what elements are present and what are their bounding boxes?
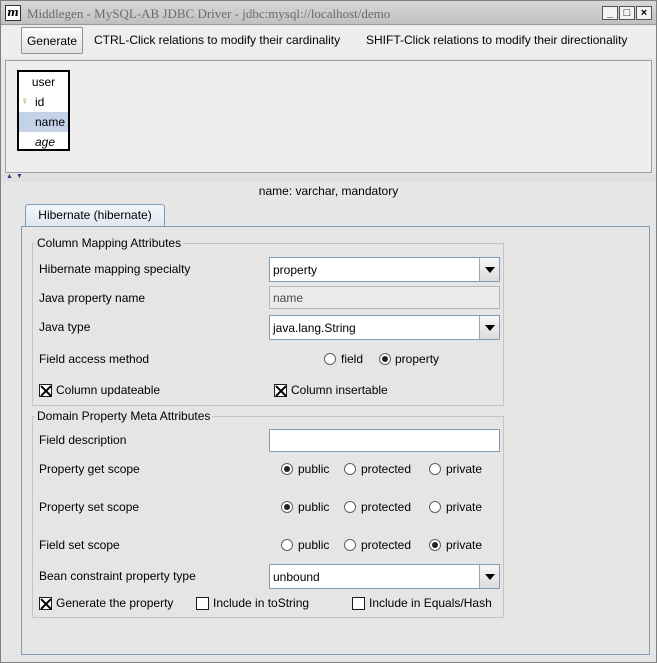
- specialty-label: Hibernate mapping specialty: [39, 262, 191, 276]
- collapse-up-icon[interactable]: ▲: [6, 173, 13, 180]
- get-scope-label: Property get scope: [39, 462, 140, 476]
- column-mapping-title: Column Mapping Attributes: [37, 236, 182, 250]
- field-access-label: Field access method: [39, 352, 150, 366]
- column-insertable-checkbox[interactable]: [274, 384, 287, 397]
- set-scope-private-label[interactable]: private: [446, 500, 483, 514]
- set-scope-public-label[interactable]: public: [298, 500, 330, 514]
- column-row-id[interactable]: [19, 92, 68, 112]
- java-type-value: java.lang.String: [273, 321, 356, 335]
- to-string-label[interactable]: Include in toString: [213, 596, 310, 610]
- java-property-field: [269, 286, 500, 309]
- get-scope-private-radio[interactable]: [429, 463, 441, 475]
- field-description-label: Field description: [39, 433, 127, 447]
- column-name: name: [35, 115, 66, 129]
- field-scope-public-label[interactable]: public: [298, 538, 330, 552]
- table-user[interactable]: [17, 70, 70, 151]
- field-access-property-label[interactable]: property: [395, 352, 440, 366]
- equals-hash-checkbox[interactable]: [352, 597, 365, 610]
- get-scope-protected-label[interactable]: protected: [361, 462, 412, 476]
- field-scope-private-radio[interactable]: [429, 539, 441, 551]
- toolbar: [1, 26, 656, 58]
- column-name: id: [35, 95, 45, 109]
- collapse-down-icon[interactable]: ▼: [16, 173, 23, 180]
- set-scope-protected-radio[interactable]: [344, 501, 356, 513]
- specialty-select[interactable]: [269, 257, 500, 282]
- field-scope-protected-label[interactable]: protected: [361, 538, 412, 552]
- title-bar: [1, 1, 656, 25]
- get-scope-public-radio[interactable]: [281, 463, 293, 475]
- set-scope-public-radio[interactable]: [281, 501, 293, 513]
- chevron-down-icon[interactable]: [479, 565, 499, 588]
- splitter[interactable]: [1, 174, 656, 182]
- generate-button[interactable]: Generate: [21, 27, 83, 54]
- bean-constraint-label: Bean constraint property type: [39, 569, 196, 583]
- set-scope-protected-label[interactable]: protected: [361, 500, 412, 514]
- app-icon: m: [5, 5, 21, 21]
- java-type-select[interactable]: [269, 315, 500, 340]
- column-status: name: varchar, mandatory: [258, 184, 399, 198]
- column-insertable-label[interactable]: Column insertable: [291, 383, 388, 397]
- chevron-down-icon[interactable]: [479, 316, 499, 339]
- primary-key-icon: ♀: [21, 96, 29, 107]
- column-name: age: [35, 135, 56, 149]
- close-button[interactable]: ×: [636, 6, 652, 20]
- set-scope-label: Property set scope: [39, 500, 140, 514]
- java-property-value: name: [273, 291, 304, 305]
- field-scope-private-label[interactable]: private: [446, 538, 483, 552]
- column-updateable-checkbox[interactable]: [39, 384, 52, 397]
- java-type-label: Java type: [39, 320, 91, 334]
- minimize-button[interactable]: _: [602, 6, 618, 20]
- maximize-button[interactable]: □: [619, 6, 635, 20]
- bean-constraint-select[interactable]: [269, 564, 500, 589]
- java-property-label: Java property name: [39, 291, 146, 305]
- field-scope-label: Field set scope: [39, 538, 120, 552]
- generate-property-checkbox[interactable]: [39, 597, 52, 610]
- get-scope-public-label[interactable]: public: [298, 462, 330, 476]
- field-access-field-radio[interactable]: [324, 353, 336, 365]
- diagram-panel[interactable]: [5, 60, 652, 173]
- window-title: Middlegen - MySQL-AB JDBC Driver - jdbc:mysql://localhost/demo: [27, 6, 391, 21]
- field-access-property-radio[interactable]: [379, 353, 391, 365]
- hint-cardinality: CTRL-Click relations to modify their cardinality: [94, 33, 341, 47]
- column-updateable-label[interactable]: Column updateable: [56, 383, 161, 397]
- table-header[interactable]: user: [31, 75, 56, 89]
- column-row-name[interactable]: [19, 112, 68, 132]
- tab-panel-hibernate: [21, 226, 650, 655]
- to-string-checkbox[interactable]: [196, 597, 209, 610]
- field-scope-protected-radio[interactable]: [344, 539, 356, 551]
- get-scope-protected-radio[interactable]: [344, 463, 356, 475]
- tab-hibernate[interactable]: Hibernate (hibernate): [25, 204, 165, 226]
- field-access-field-label[interactable]: field: [341, 352, 364, 366]
- get-scope-private-label[interactable]: private: [446, 462, 483, 476]
- specialty-value: property: [273, 263, 318, 277]
- set-scope-private-radio[interactable]: [429, 501, 441, 513]
- generate-property-label[interactable]: Generate the property: [56, 596, 174, 610]
- equals-hash-label[interactable]: Include in Equals/Hash: [369, 596, 492, 610]
- column-row-age[interactable]: [19, 132, 68, 152]
- domain-meta-title: Domain Property Meta Attributes: [37, 409, 211, 423]
- chevron-down-icon[interactable]: [479, 258, 499, 281]
- field-scope-public-radio[interactable]: [281, 539, 293, 551]
- bean-constraint-value: unbound: [273, 570, 320, 584]
- hint-directionality: SHIFT-Click relations to modify their directionality: [366, 33, 628, 47]
- field-description-input[interactable]: [269, 429, 500, 452]
